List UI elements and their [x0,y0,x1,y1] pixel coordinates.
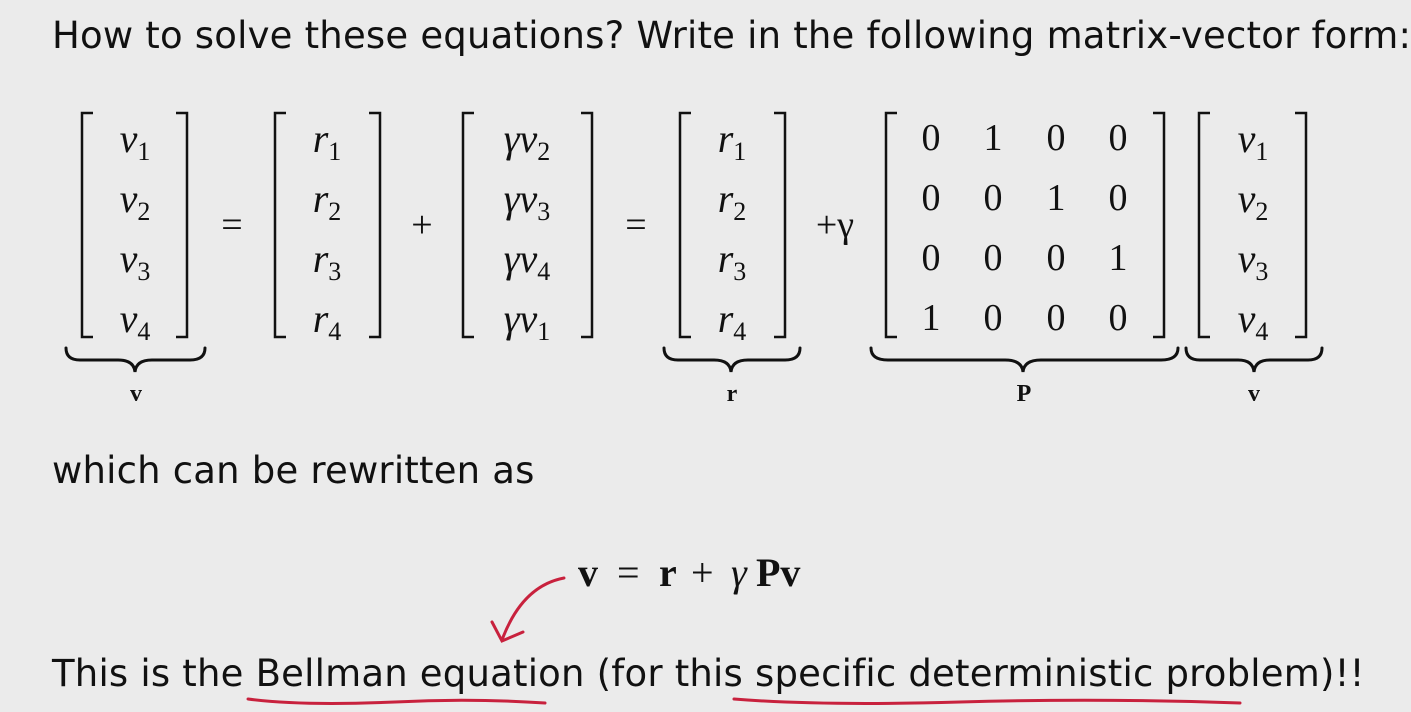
underbrace-v-left [66,348,205,372]
underbrace-r [664,348,800,372]
matrix-P-cell: 0 [1046,297,1066,339]
matrix-P-cell: 0 [921,237,941,279]
matrix-P-cell: 0 [1046,237,1066,279]
vector-v-entries [120,116,151,346]
specific-problem-highlight: specific deterministic problem [754,652,1320,695]
bellman-equation-highlight: Bellman equation [255,652,585,695]
label-v-left: v [130,381,142,407]
underbrace-v-right [1186,348,1322,372]
gamma-v-entry: $\gamma v_1$ [503,296,551,346]
matrix-P-cell: 0 [921,117,941,159]
matrix-P-cell: 0 [921,177,941,219]
gamma-v-entry: $\gamma v_2$ [503,116,551,166]
label-v-right: v [1248,381,1260,407]
matrix-P-cell: 0 [983,297,1003,339]
matrix-P-cell: 0 [1046,117,1066,159]
r-entry: $r_1$ [717,116,747,166]
plus-gamma: +γ [815,204,855,246]
label-r: r [726,381,738,407]
rewritten-text: which can be rewritten as [52,449,535,492]
matrix-P-cell: 0 [1108,177,1128,219]
vector-r-right-entries [718,116,747,346]
v-entry: $v_2$ [1237,176,1269,226]
underbrace-P [871,348,1178,372]
matrix-P-cell: 0 [983,237,1003,279]
underline-specific [734,699,1240,703]
matrix-P-cell: 0 [1108,117,1128,159]
matrix-P-cell: 1 [1108,237,1128,279]
vector-v-right-entries [1238,116,1269,346]
matrix-P-cell: 0 [983,177,1003,219]
intro-text: How to solve these equations? Write in the following matrix-vector form: [52,14,1411,57]
equals-sign-1: = [221,204,243,246]
bellman-Pv: Pv [756,550,801,595]
v-entry: $v_4$ [1237,296,1269,346]
r-entry: $r_2$ [312,176,342,226]
bellman-gamma: γ [731,550,747,595]
matrix-P-entries [922,117,1128,339]
r-entry: $r_3$ [312,236,342,286]
label-P: P [1016,381,1032,407]
matrix-P-cell: 1 [1046,177,1066,219]
r-entry: $r_3$ [717,236,747,286]
r-entry: $r_2$ [717,176,747,226]
bellman-v: v [578,550,598,595]
underline-bellman [248,699,545,703]
conclusion-part3: )!! [1319,652,1365,695]
matrix-P-cell: 1 [921,297,941,339]
v-entry: $v_1$ [119,116,151,166]
gamma-v-entry: $\gamma v_3$ [503,176,551,226]
v-entry: $v_3$ [119,236,151,286]
gamma-v-entry: $\gamma v_4$ [503,236,551,286]
equals-sign-2: = [625,204,647,246]
matrix-P-cell: 0 [1108,297,1128,339]
bellman-plus: + [691,550,714,595]
r-entry: $r_4$ [312,296,342,346]
v-entry: $v_2$ [119,176,151,226]
v-entry: $v_4$ [119,296,151,346]
vector-gamma-v-entries [504,116,551,346]
conclusion-part2: (for this [584,652,755,695]
v-entry: $v_3$ [1237,236,1269,286]
bellman-equation [578,550,800,595]
plus-sign: + [411,204,433,246]
matrix-P-cell: 1 [983,117,1003,159]
conclusion-text [52,652,1365,695]
bellman-eq: = [617,550,640,595]
r-entry: $r_4$ [717,296,747,346]
red-arrow-icon [502,578,564,640]
conclusion-part1: This is the [52,652,256,695]
v-entry: $v_1$ [1237,116,1269,166]
r-entry: $r_1$ [312,116,342,166]
vector-r-entries [313,116,342,346]
bellman-r: r [659,550,677,595]
